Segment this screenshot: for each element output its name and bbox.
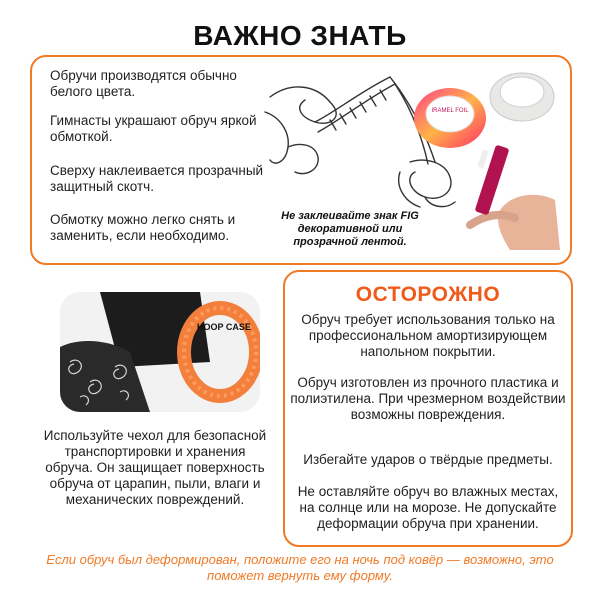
warning-title: ОСТОРОЖНО xyxy=(355,283,501,306)
info-text-tape: Сверху наклеивается прозрачный защитный скотч. xyxy=(50,163,264,194)
info-text-wrap: Гимнасты украшают обруч яркой обмоткой. xyxy=(50,113,257,144)
page-title: ВАЖНО ЗНАТЬ xyxy=(193,20,407,51)
fig-warning-note: Не заклеивайте знак FIG декоративной или прозрачной лентой. xyxy=(281,210,419,248)
tape-brand-label: IRAMEL FOIL xyxy=(431,108,469,114)
warning-text-material: Обруч изготовлен из прочного пластика и полиэтилена. При чрезмерном воздействии возможны повреждения. xyxy=(290,375,566,422)
warning-text-impacts: Избегайте ударов о твёрдые предметы. xyxy=(303,452,553,467)
case-description: Используйте чехол для безопасной транспортировки и хранения обруча. Он защищает поверхность обруча от царапин, пыли, влаги и механических повреждений. xyxy=(43,428,267,507)
info-text-color: Обручи производятся обычно белого цвета. xyxy=(50,68,237,99)
footer-tip: Если обруч был деформирован, положите его на ночь под ковёр — возможно, это поможет вернуть ему форму. xyxy=(46,552,554,583)
clear-tape-roll-image xyxy=(487,62,557,124)
info-text-replace: Обмотку можно легко снять и заменить, если необходимо. xyxy=(50,212,236,243)
hand-wrapping-hoop-photo xyxy=(440,140,560,250)
warning-text-floor: Обруч требует использования только на профессиональном амортизирующем напольном покрытии. xyxy=(301,312,555,359)
hoop-case-label: HOOP CASE xyxy=(197,322,251,332)
hoop-case-photo xyxy=(60,292,260,412)
warning-text-storage: Не оставляйте обруч во влажных местах, на солнце или на морозе. Не допускайте деформации обруча при хранении. xyxy=(297,484,559,531)
